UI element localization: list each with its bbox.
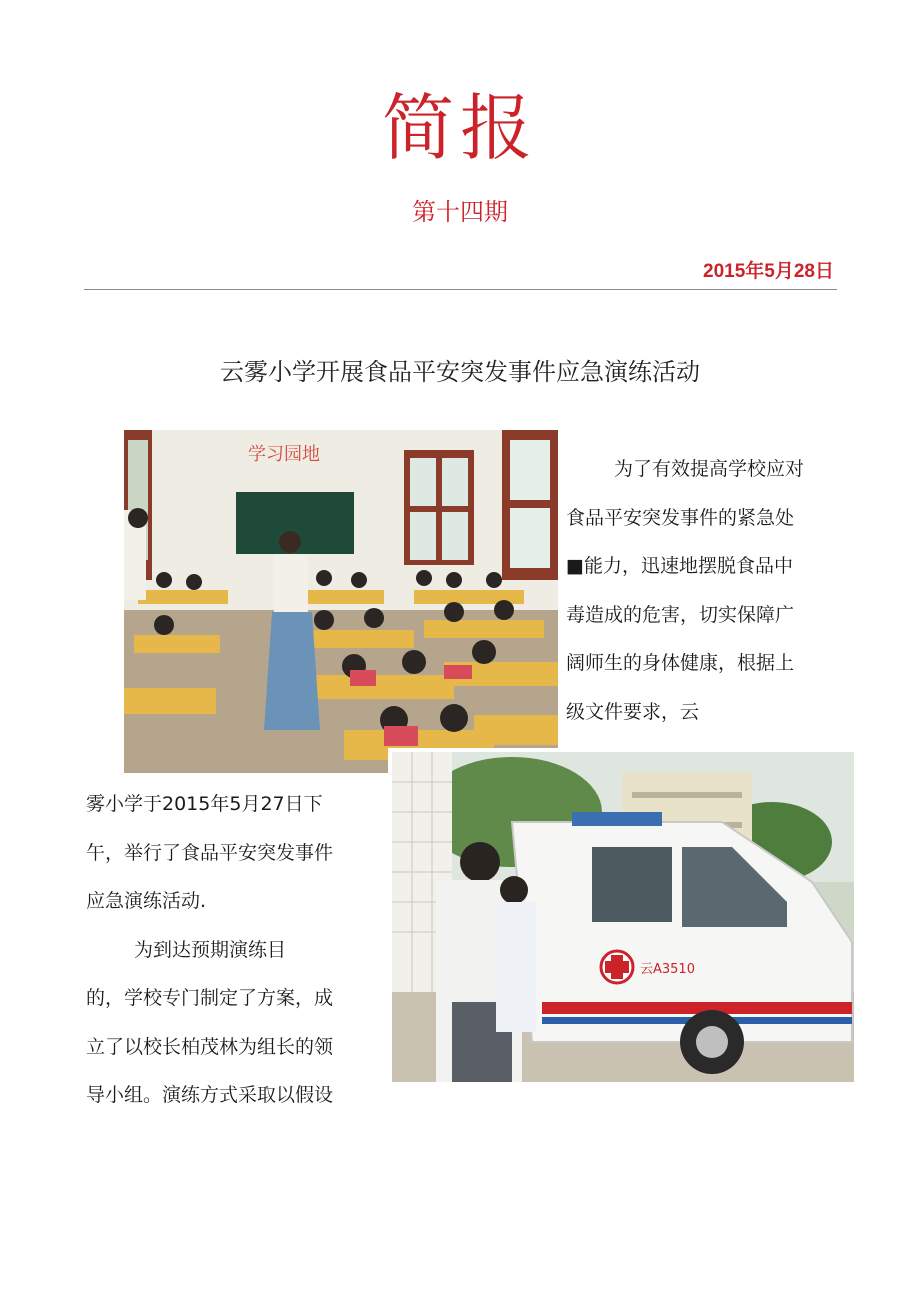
issue-number: 第十四期 — [412, 198, 508, 226]
paragraph-line: ■能力，迅速地摆脱食品中 — [566, 555, 793, 577]
article-body-left — [86, 780, 376, 1120]
paragraph-line: 应急演练活动. — [86, 890, 207, 912]
paragraph-line: 立了以校长柏茂林为组长的领 — [86, 1035, 334, 1058]
article-body-right — [566, 445, 834, 736]
plate-text: 云A3510 — [640, 962, 695, 977]
paragraph-line: 阔师生的身体健康，根据上 — [566, 652, 795, 674]
header-divider — [84, 289, 837, 290]
paragraph-line: 为到达预期演练目 — [134, 938, 287, 961]
paragraph-line: 导小组。演练方式采取以假设 — [86, 1084, 334, 1106]
paragraph-line: 级文件要求，云 — [566, 700, 700, 723]
issue-date: 2015年5月28日 — [703, 261, 834, 282]
slogan-text: 学习园地 — [248, 444, 320, 465]
paragraph-line: 食品平安突发事件的紧急处 — [566, 506, 795, 529]
paragraph-line: 为了有效提高学校应对 — [614, 458, 805, 480]
article-headline: 云雾小学开展食品平安突发事件应急演练活动 — [220, 358, 700, 386]
paragraph-line: 雾小学于2015年5月27日下 — [86, 793, 323, 815]
ambulance-photo — [388, 748, 854, 1082]
masthead-title: 简报 — [381, 86, 538, 170]
paragraph-line: 午，举行了食品平安突发事件 — [86, 841, 334, 864]
paragraph-line: 毒造成的危害，切实保障广 — [566, 603, 795, 626]
classroom-drill-photo — [124, 430, 558, 773]
paragraph-line: 的，学校专门制定了方案，成 — [86, 987, 334, 1009]
